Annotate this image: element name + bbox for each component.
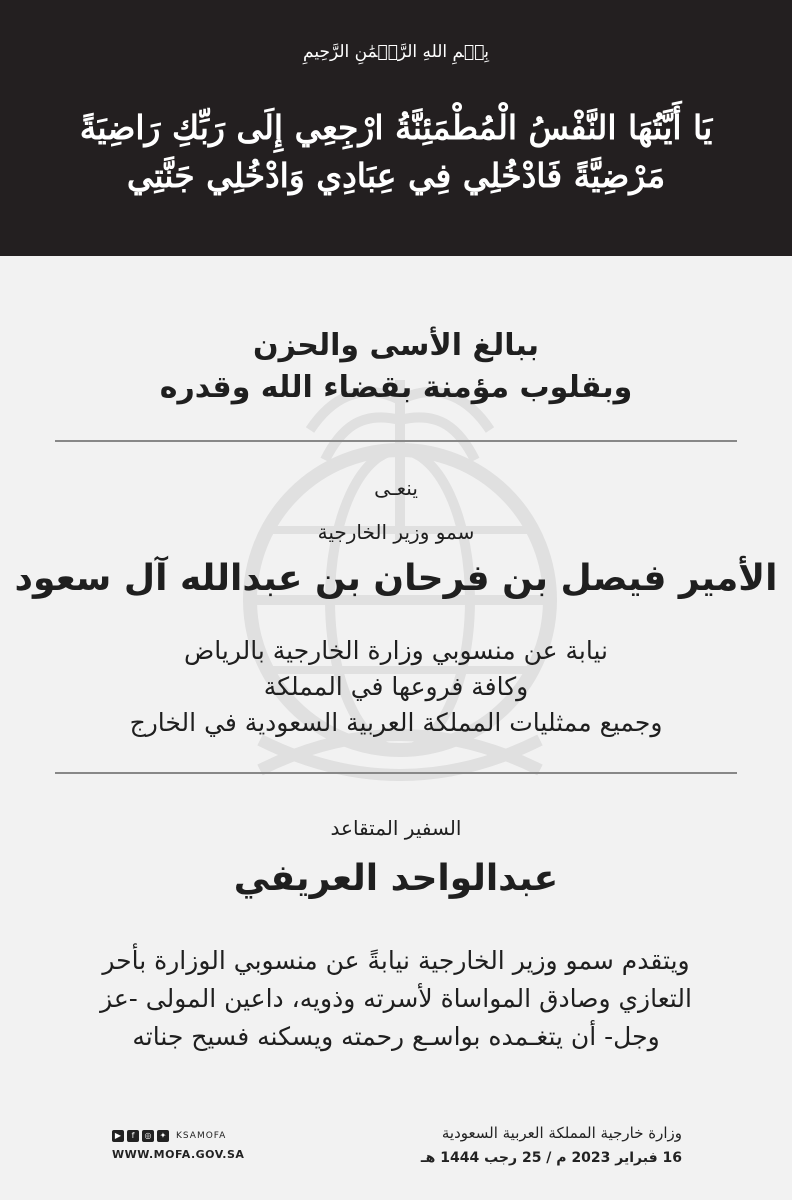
message-line-2: التعازي وصادق المواساة لأسرته وذويه، داعين المولى -عز <box>100 984 692 1013</box>
behalf-line-3: وجميع ممثليات المملكة العربية السعودية في الخارج <box>129 708 663 737</box>
twitter-icon[interactable]: ✦ <box>157 1130 169 1142</box>
announcer-name: الأمير فيصل بن فرحان بن عبدالله آل سعود <box>14 558 778 599</box>
divider-top <box>55 440 737 442</box>
social-handle: KSAMOFA <box>176 1131 227 1141</box>
message-line-3: وجل- أن يتغـمده بواسـع رحمته ويسكنه فسيح جناته <box>132 1022 660 1051</box>
instagram-icon[interactable]: ◎ <box>142 1130 154 1142</box>
message-line-1: ويتقدم سمو وزير الخارجية نيابةً عن منسوبي الوزارة بأحر <box>102 946 690 975</box>
footer-social <box>112 1128 272 1161</box>
divider-bottom <box>55 772 737 774</box>
announcement-verb: ينعـى <box>374 476 418 500</box>
website-link[interactable]: WWW.MOFA.GOV.SA <box>112 1148 245 1161</box>
behalf-line-1: نيابة عن منسوبي وزارة الخارجية بالرياض <box>184 636 608 665</box>
condolence-line-1: ببالغ الأسى والحزن <box>253 328 539 363</box>
quran-verse-line-2: مَرْضِيَّةً فَادْخُلِي فِي عِبَادِي وَادْخُلِي جَنَّتِي <box>126 156 666 195</box>
footer-date: 16 فبراير 2023 م / 25 رجب 1444 هـ <box>420 1150 682 1166</box>
behalf-line-2: وكافة فروعها في المملكة <box>263 672 529 701</box>
facebook-icon[interactable]: f <box>127 1130 139 1142</box>
basmala: بِسۡمِ اللهِ الرَّحۡمَٰنِ الرَّحِيمِ <box>303 42 489 62</box>
header-band <box>0 0 792 256</box>
deceased-name: عبدالواحد العريفي <box>233 858 559 899</box>
announcer-title: سمو وزير الخارجية <box>317 520 475 544</box>
youtube-icon[interactable]: ▶ <box>112 1130 124 1142</box>
footer-ministry: وزارة خارجية المملكة العربية السعودية <box>441 1124 682 1142</box>
condolence-line-2: وبقلوب مؤمنة بقضاء الله وقدره <box>159 370 633 405</box>
quran-verse-line-1: يَا أَيَّتُهَا النَّفْسُ الْمُطْمَئِنَّةُ ارْجِعِي إِلَى رَبِّكِ رَاضِيَةً <box>79 108 713 147</box>
deceased-title: السفير المتقاعد <box>330 816 462 840</box>
